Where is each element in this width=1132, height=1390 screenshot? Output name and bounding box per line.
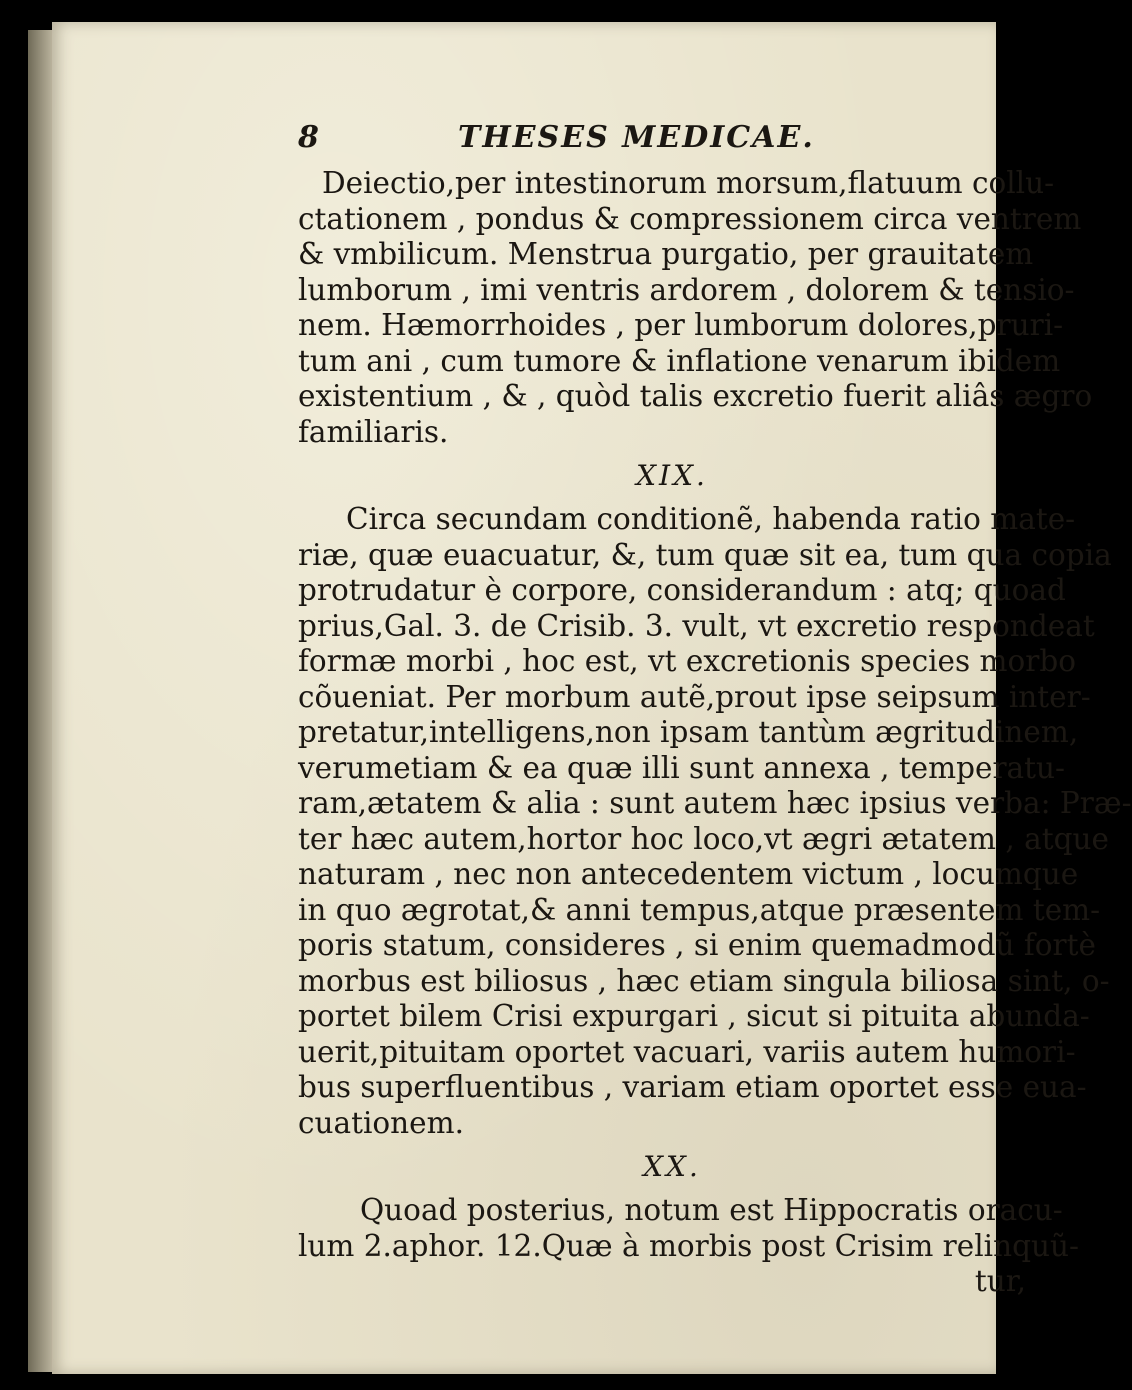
text-line: cuationem.	[298, 1105, 464, 1140]
text-line: uerit,pituitam oportet vacuari, variis autem humori-	[298, 1034, 1076, 1069]
text-line: lum 2.aphor. 12.Quæ à morbis post Crisim relinquũ-	[298, 1228, 1079, 1263]
book-page	[52, 22, 1132, 1374]
section-heading-xx: XX.	[643, 1150, 701, 1183]
text-line: protrudatur è corpore, considerandum : atq; quoad	[298, 573, 1066, 607]
text-line: Quoad posterius, notum est Hippocratis oracu-	[360, 1193, 1063, 1227]
text-line: ctationem , pondus & compressionem circa ventrem	[298, 201, 1082, 236]
text-line: riæ, quæ euacuatur, &, tum quæ sit ea, tum qua copia	[298, 537, 1112, 572]
text-line: existentium , & , quòd talis excretio fuerit aliâs ægro	[298, 379, 1093, 413]
text-line: tum ani , cum tumore & inflatione venarum ibidem	[298, 343, 1061, 378]
page-number: 8	[298, 120, 319, 155]
text-line: prius,Gal. 3. de Crisib. 3. vult, vt excretio respondeat	[298, 608, 1095, 643]
paragraph-xx	[298, 1193, 1079, 1300]
text-line: cõueniat. Per morbum autẽ,prout ipse seipsum inter-	[298, 679, 1091, 714]
text-line: ter hæc autem,hortor hoc loco,vt ægri ætatem , atque	[298, 821, 1109, 856]
text-line: Circa secundam conditionẽ, habenda ratio mate-	[346, 502, 1076, 536]
page-content	[298, 120, 1132, 1300]
text-line: ram,ætatem & alia : sunt autem hæc ipsius verba: Præ-	[298, 786, 1132, 820]
text-line: bus superfluentibus , variam etiam oportet esse eua-	[298, 1070, 1087, 1104]
text-line: in quo ægrotat,& anni tempus,atque præsentem tem-	[298, 892, 1101, 927]
text-line: morbus est biliosus , hæc etiam singula biliosa sint, o-	[298, 963, 1110, 998]
text-line: & vmbilicum. Menstrua purgatio, per grauitatem	[298, 237, 1034, 271]
text-line: lumborum , imi ventris ardorem , dolorem & tensio-	[298, 272, 1075, 307]
text-line: formæ morbi , hoc est, vt excretionis species morbo	[298, 644, 1076, 678]
running-head	[298, 120, 1026, 166]
text-line: pretatur,intelligens,non ipsam tantùm ægritudinem,	[298, 715, 1079, 749]
text-line: portet bilem Crisi expurgari , sicut si pituita abunda-	[298, 999, 1090, 1033]
text-line: naturam , nec non antecedentem victum , locumque	[298, 857, 1079, 891]
catchword: tur,	[974, 1264, 1026, 1298]
running-title: THESES MEDICAE.	[458, 120, 815, 155]
paragraph-xix	[298, 502, 1132, 1141]
text-line: Deiectio,per intestinorum morsum,flatuum collu-	[322, 166, 1055, 200]
paragraph-1	[298, 166, 1093, 450]
text-line: verumetiam & ea quæ illi sunt annexa , temperatu-	[298, 750, 1065, 785]
section-heading-xix: XIX.	[636, 459, 708, 492]
text-line: nem. Hæmorrhoides , per lumborum dolores,pruri-	[298, 308, 1064, 342]
text-line: poris statum, consideres , si enim quemadmodũ fortè	[298, 928, 1096, 962]
text-line: familiaris.	[298, 414, 449, 449]
